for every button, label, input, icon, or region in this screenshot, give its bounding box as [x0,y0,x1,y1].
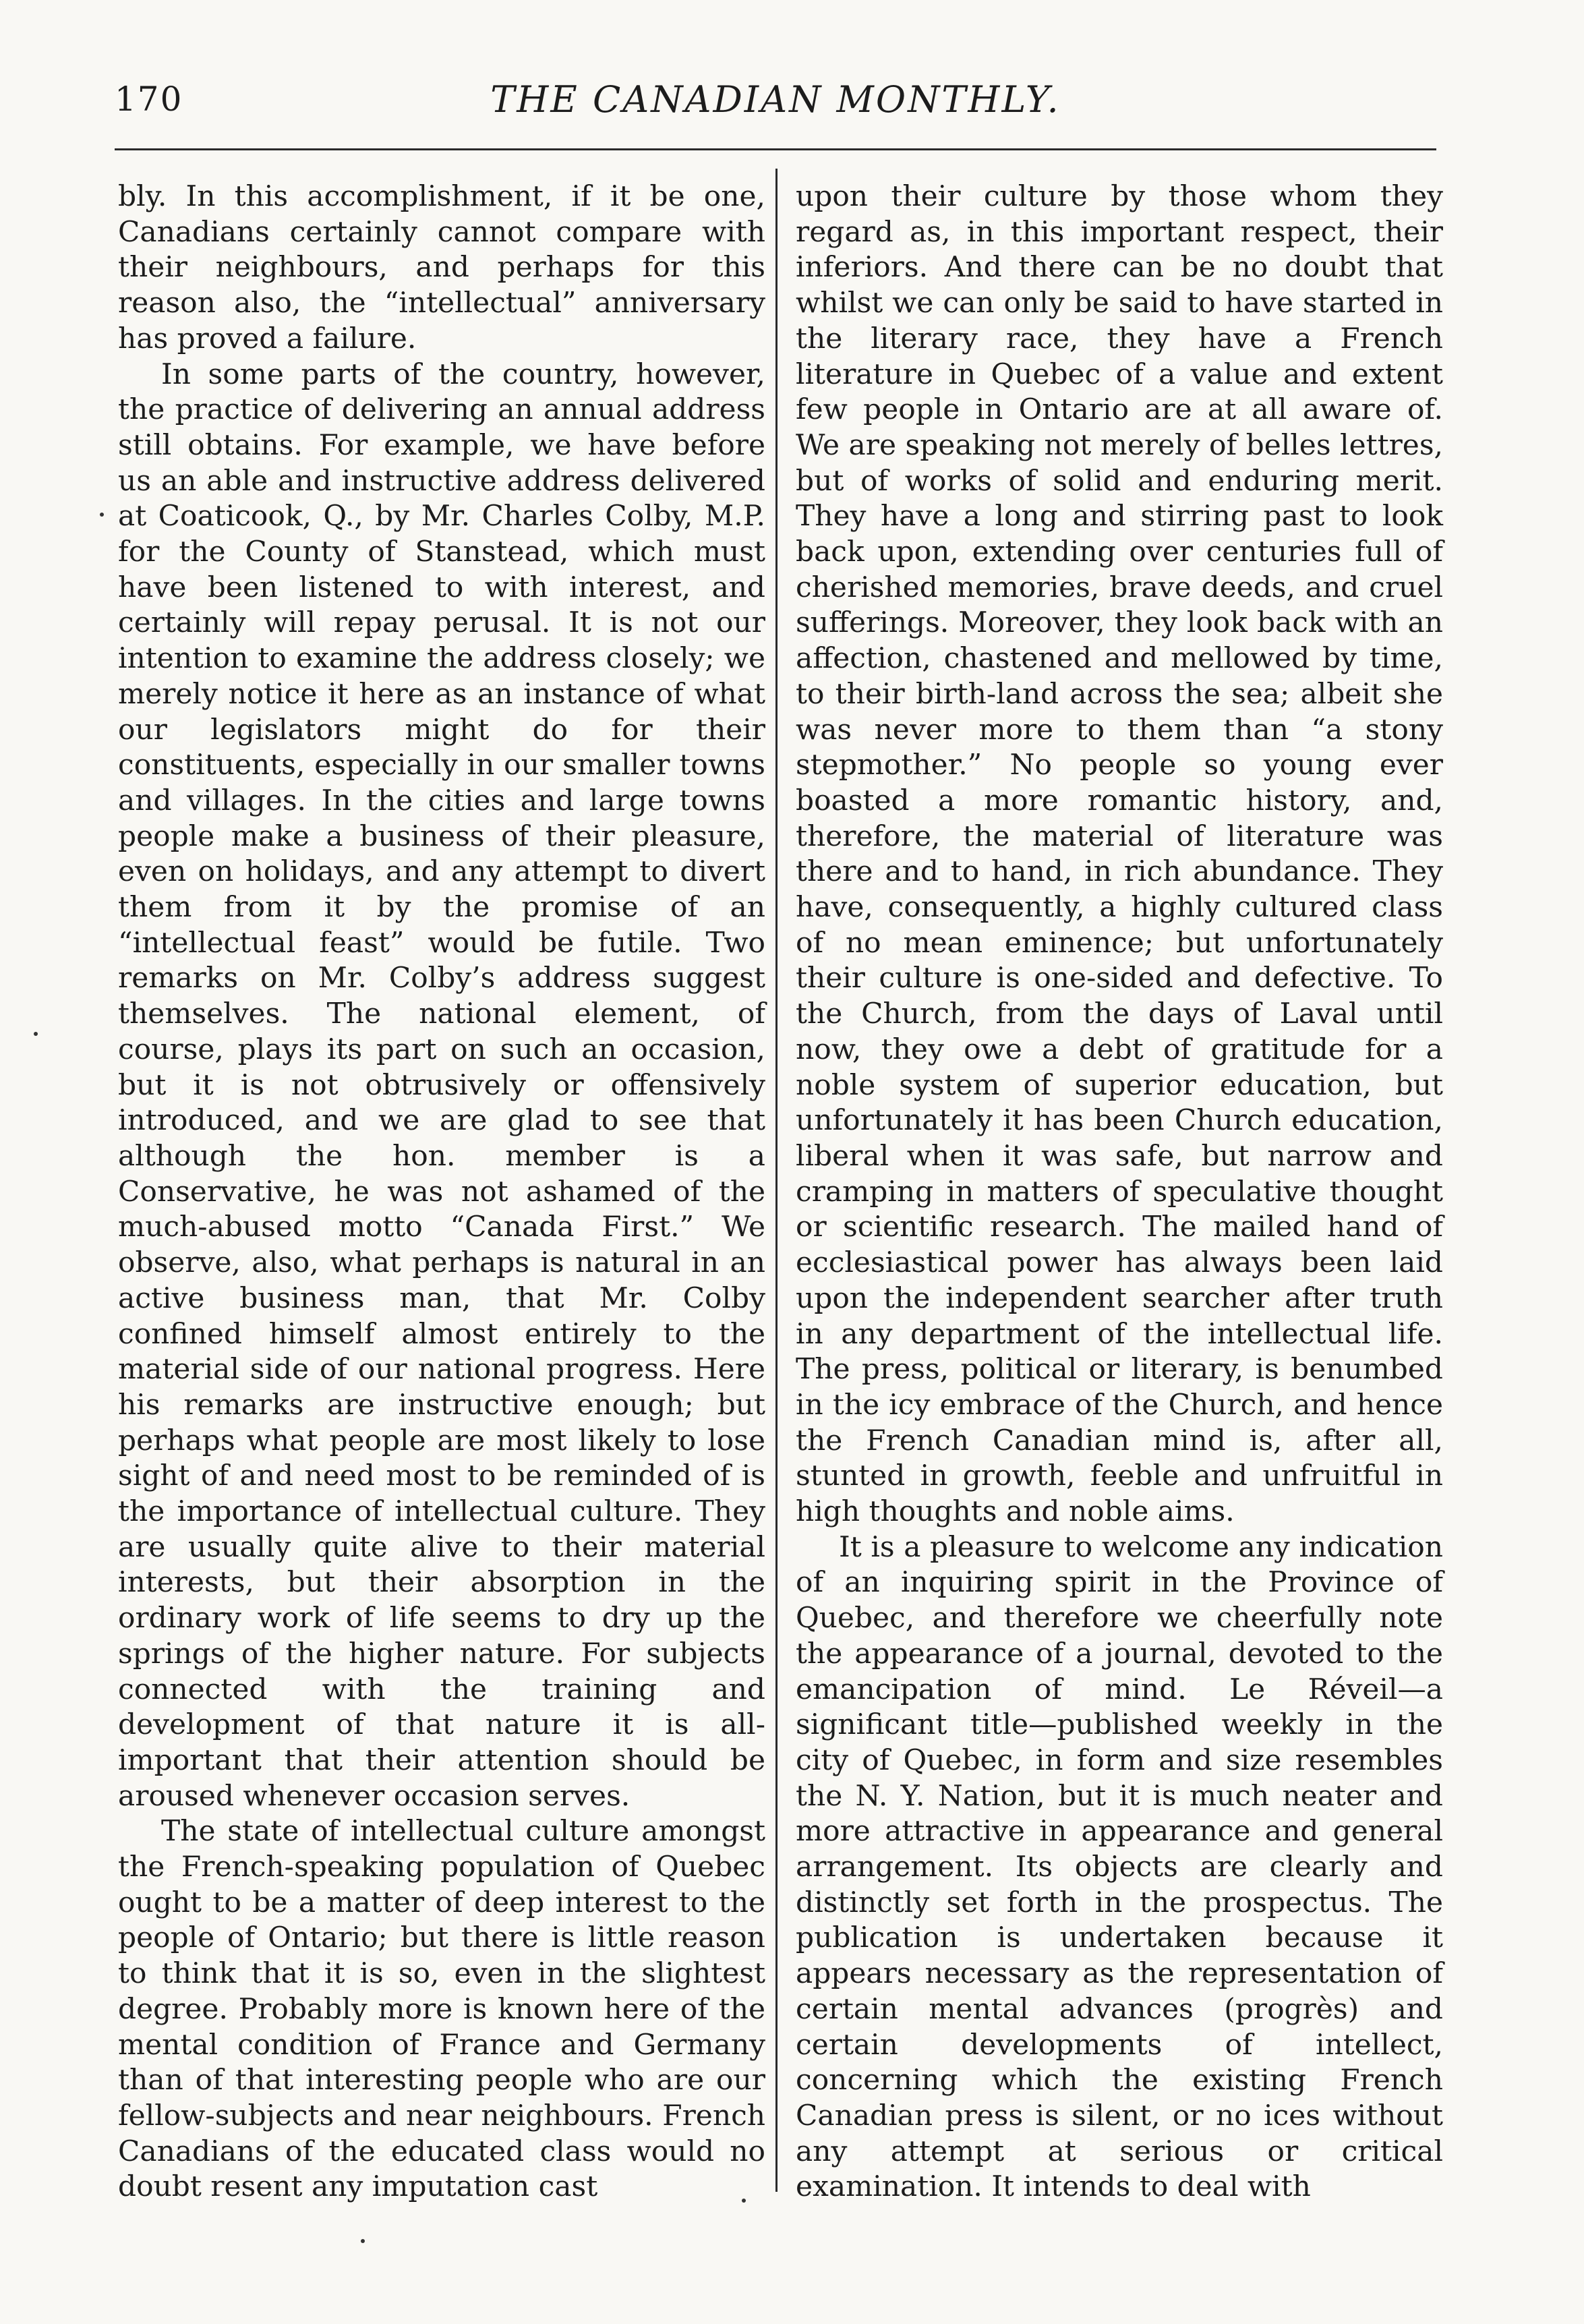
paragraph: upon their culture by those whom they regard as, in this important respect, their inferiors. And there can be no doubt that whilst we can only be said to have started in the literary race, they have a French literature in Quebec of a value and extent few people in Ontario are at all aware of. We are speaking not merely of belles lettres, but of works of solid and enduring merit. They have a long and stirring past to look back upon, extending over centuries full of cherished memories, brave deeds, and cruel sufferings. Moreover, they look back with an affection, chastened and mellowed by time, to their birth-land across the sea; albeit she was never more to them than “a stony stepmother.” No people so young ever boasted a more romantic history, and, therefore, the material of literature was there and to hand, in rich abundance. They have, consequently, a highly cultured class of no mean eminence; but unfortunately their culture is one-sided and defective. To the Church, from the days of Laval until now, they owe a debt of gratitude for a noble system of superior education, but unfortunately it has been Church education, liberal when it was safe, but narrow and cramping in matters of speculative thought or scientific research. The mailed hand of ecclesiastical power has always been laid upon the independent searcher after truth in any department of the intellectual life. The press, political or literary, is benumbed in the icy embrace of the Church, and hence the French Canadian mind is, after all, stunted in growth, feeble and unfruitful in high thoughts and noble aims. [796,179,1443,1528]
margin-speck [100,513,104,517]
margin-speck [361,2239,365,2243]
right-column [796,179,1443,2205]
column-divider [775,169,778,2192]
running-header [115,74,1436,135]
page-number: 170 [115,80,183,119]
margin-speck [34,1032,38,1036]
journal-title: THE CANADIAN MONTHLY. [490,78,1061,121]
header-rule [115,148,1436,150]
paragraph: It is a pleasure to welcome any indication of an inquiring spirit in the Province of Quebec, and therefore we cheerfully note the appearance of a journal, devoted to the emancipation of mind. Le Réveil—a significant title—published weekly in the city of Quebec, in form and size resembles the N. Y. Nation, but it is much neater and more attractive in appearance and general arrangement. Its objects are clearly and distinctly set forth in the prospectus. The publication is undertaken because it appears necessary as the representation of certain mental advances (progrès) and certain developments of intellect, concerning which the existing French Canadian press is silent, or no ices without any attempt at serious or critical examination. It intends to deal with [796,1530,1443,2203]
left-column [118,179,765,2205]
paragraph: In some parts of the country, however, the practice of delivering an annual address still obtains. For example, we have before us an able and instructive address delivered at Coaticook, Q., by Mr. Charles Colby, M.P. for the County of Stanstead, which must have been listened to with interest, and certainly will repay perusal. It is not our intention to examine the address closely; we merely notice it here as an instance of what our legislators might do for their constituents, especially in our smaller towns and villages. In the cities and large towns people make a business of their pleasure, even on holidays, and any attempt to divert them from it by the promise of an “intellectual feast” would be futile. Two remarks on Mr. Colby’s address suggest themselves. The national element, of course, plays its part on such an occasion, but it is not obtrusively or offensively introduced, and we are glad to see that although the hon. member is a Conservative, he was not ashamed of the much-abused motto “Canada First.” We observe, also, what perhaps is natural in an active business man, that Mr. Colby confined himself almost entirely to the material side of our national progress. Here his remarks are instructive enough; but perhaps what people are most likely to lose sight of and need most to be reminded of is the importance of intellectual culture. They are usually quite alive to their material interests, but their absorption in the ordinary work of life seems to dry up the springs of the higher nature. For subjects connected with the training and development of that nature it is all-important that their attention should be aroused whenever occasion serves. [118,357,765,1812]
margin-speck [742,2199,746,2203]
paragraph: bly. In this accomplishment, if it be one, Canadians certainly cannot compare with their neighbours, and perhaps for this reason also, the “intellectual” anniversary has proved a failure. [118,179,765,355]
paragraph: The state of intellectual culture amongst the French-speaking population of Quebec ought to be a matter of deep interest to the people of Ontario; but there is little reason to think that it is so, even in the slightest degree. Probably more is known here of the mental condition of France and Germany than of that interesting people who are our fellow-subjects and near neighbours. French Canadians of the educated class would no doubt resent any imputation cast [118,1814,765,2203]
